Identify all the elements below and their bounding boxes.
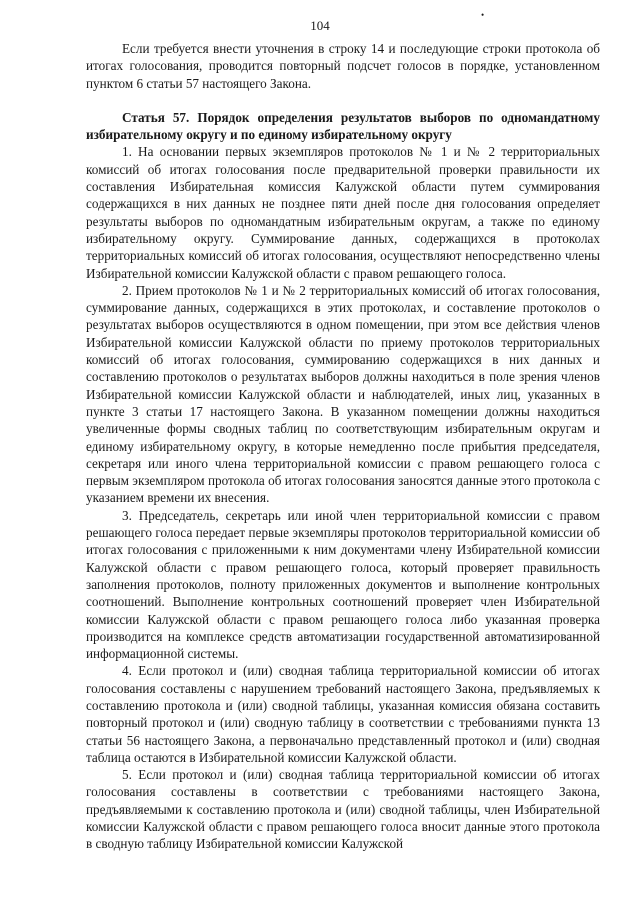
article-heading: Статья 57. Порядок определения результатов выборов по одномандатному избирательному округу и по единому избирательному округу [86, 109, 600, 143]
page-number: 104 [310, 18, 330, 33]
section-spacer [86, 92, 600, 109]
paragraph-2: 2. Прием протоколов № 1 и № 2 территориальных комиссий об итогах голосования, суммирование данных, содержащихся в этих протоколах, и составление протоколов о результатах выборов осуществляются в одном помещении, при этом все действия членов Избирательной комиссии Калужской области по приему протоколов территориальных комиссий об итогах голосования, суммированию содержащихся в них данных и составлению протоколов о результатах выборов должны находиться в поле зрения членов Избирательной комиссии Калужской области и наблюдателей, иных лиц, указанных в пункте 3 статьи 17 настоящего Закона. В указанном помещении должны находиться увеличенные формы сводных таблиц по соответствующим избирательным округам и единому избирательному округу, в которые немедленно после прибытия председателя, секретаря или иного члена территориальной комиссии с правом решающего голоса с первым экземпляром протокола об итогах голосования заносятся данные этого протокола с указанием времени их внесения. [86, 282, 600, 506]
paragraph-1: 1. На основании первых экземпляров протоколов № 1 и № 2 территориальных комиссий об итогах голосования после предварительной проверки правильности их составления Избирательная комиссия Калужской области путем суммирования содержащихся в них данных не позднее пяти дней после дня голосования определяет результаты выборов по одномандатным избирательным округам, а также по единому избирательному округу. Суммирование данных, содержащихся в протоколах территориальных комиссий об итогах голосования, осуществляют непосредственно члены Избирательной комиссии Калужской области с правом решающего голоса. [86, 144, 600, 281]
paragraph-4: 4. Если протокол и (или) сводная таблица территориальной комиссии об итогах голосования составлены с нарушением требований настоящего Закона, предъявляемых к составлению протокола и (или) сводной таблицы, указанная комиссия обязана составить повторный протокол и (или) сводную таблицу в соответствии с требованиями пункта 13 статьи 56 настоящего Закона, а первоначально представленный протокол и (или) сводная таблица остаются в Избирательной комиссии Калужской области. [86, 663, 600, 765]
paragraph-5: 5. Если протокол и (или) сводная таблица территориальной комиссии об итогах голосования составлены в соответствии с требованиями настоящего Закона, предъявляемыми к составлению протокола и (или) сводной таблицы, член Избирательной комиссии Калужской области с правом решающего голоса вносит данные этого протокола в сводную таблицу Избирательной комиссии Калужской [86, 767, 600, 852]
paragraph-3: 3. Председатель, секретарь или иной член территориальной комиссии с правом решающего голоса передает первые экземпляры протоколов территориальной комиссии об итогах голосования с приложенными к ним документами члену Избирательной комиссии Калужской области с правом решающего голоса, который проверяет правильность заполнения протоколов, полноту приложенных документов и выполнение контрольных соотношений. Выполнение контрольных соотношений проверяет член Избирательной комиссии Калужской области с правом решающего голоса либо указанная проверка производится на комплексе средств автоматизации государственной автоматизированной информационной системы. [86, 507, 600, 662]
intro-paragraph: Если требуется внести уточнения в строку 14 и последующие строки протокола об итогах голосования, проводится повторный подсчет голосов в порядке, установленном пунктом 6 статьи 57 настоящего Закона. [86, 41, 600, 91]
scan-mark: • [481, 10, 485, 20]
document-body [86, 40, 600, 853]
